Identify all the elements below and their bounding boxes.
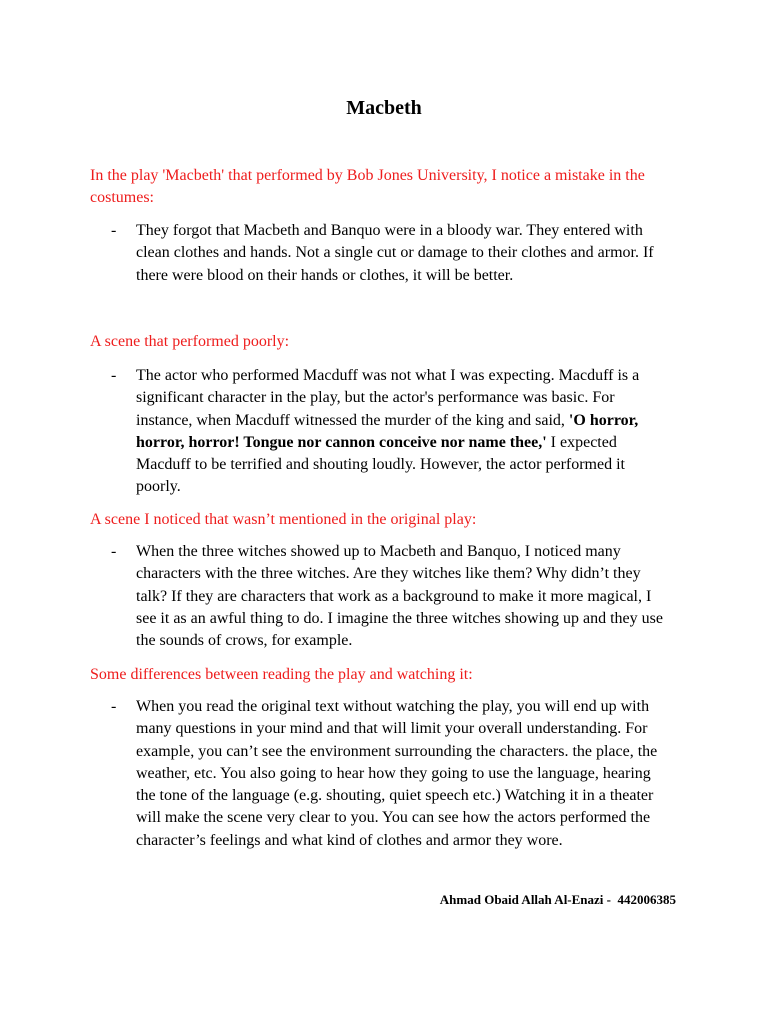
bullet-marker: - xyxy=(111,367,117,384)
section-heading-costumes: In the play 'Macbeth' that performed by Bob Jones University, I notice a mistake in the costumes: xyxy=(90,167,645,206)
author-signature: Ahmad Obaid Allah Al-Enazi - 442006385 xyxy=(439,892,676,907)
bullet-text-after: I expected Macduff to be terrified and shouting loudly. However, the actor performed it poorly. xyxy=(136,433,625,496)
bullet-item-differences xyxy=(111,696,671,852)
bullet-item-costumes xyxy=(111,220,671,287)
bullet-marker: - xyxy=(111,698,117,715)
document-title: Macbeth xyxy=(346,97,422,119)
bullet-marker: - xyxy=(111,543,117,560)
bullet-item-poor-scene xyxy=(111,365,671,499)
bullet-text-before: The actor who performed Macduff was not what I was expecting. Macduff is a significant character in the play, but the actor's performance was basic. For instance, when Macduff witnessed the murder of the king and said, xyxy=(136,367,640,429)
bullet-text xyxy=(136,365,671,499)
bullet-text: They forgot that Macbeth and Banquo were in a bloody war. They entered with clean clothes and hands. Not a single cut or damage to their clothes and armor. If there were blood on their hands or clothes, it will be better. xyxy=(136,222,654,284)
bullet-quote: 'O horror, horror, horror! Tongue nor cannon conceive nor name thee,' xyxy=(136,411,639,451)
bullet-text: When you read the original text without watching the play, you will end up with many questions in your mind and that will limit your overall understanding. For example, you can’t see the environment surrounding the characters. the place, the weather, etc. You also going to hear how they going to use the language, hearing the tone of the language (e.g. shouting, quiet speech etc.) Watching it in a theater will make the scene very clear to you. You can see how the actors performed the character’s feelings and what kind of clothes and armor they wore. xyxy=(136,698,658,849)
bullet-marker: - xyxy=(111,222,117,239)
section-heading-poor-scene: A scene that performed poorly: xyxy=(90,333,290,350)
section-heading-differences: Some differences between reading the play and watching it: xyxy=(90,666,473,683)
bullet-item-unmentioned-scene xyxy=(111,541,671,652)
bullet-text: When the three witches showed up to Macbeth and Banquo, I noticed many characters with the three witches. Are they witches like them? Why didn’t they talk? If they are characters that work as a background to make it more magical, I see it as an awful thing to do. I imagine the three witches showing up and they use the sounds of crows, for example. xyxy=(136,543,663,650)
section-heading-unmentioned-scene: A scene I noticed that wasn’t mentioned in the original play: xyxy=(90,511,477,528)
